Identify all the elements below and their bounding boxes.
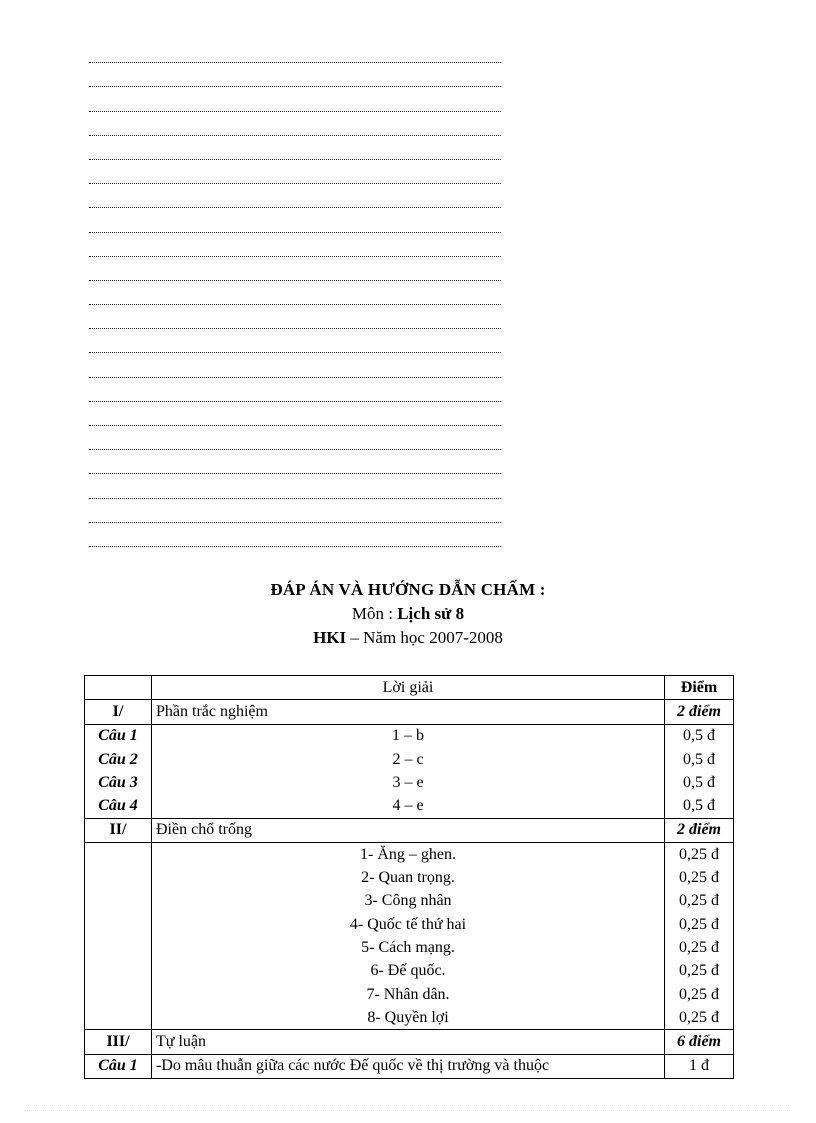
answer-cell: 3 – e xyxy=(152,771,665,794)
dotted-answer-line xyxy=(89,334,501,358)
points-cell: 1 đ xyxy=(665,1054,734,1078)
dotted-answer-line xyxy=(89,407,501,431)
dotted-answer-line xyxy=(89,117,501,141)
dotted-answer-line xyxy=(89,189,501,213)
points-cell: 0,25 đ xyxy=(665,936,734,959)
blank-cell xyxy=(85,890,152,913)
table-row xyxy=(85,913,734,936)
blank-cell xyxy=(85,1006,152,1030)
answer-lines xyxy=(89,44,501,552)
points-cell: 0,5 đ xyxy=(665,724,734,748)
points-cell: 0,25 đ xyxy=(665,843,734,867)
table-row xyxy=(85,890,734,913)
school-year: – Năm học 2007-2008 xyxy=(346,628,503,647)
answer-cell: -Do mâu thuẫn giữa các nước Đế quốc về thị trường và thuộc xyxy=(152,1054,665,1078)
question-number: Câu 1 xyxy=(85,724,152,748)
dotted-answer-line xyxy=(89,238,501,262)
dotted-answer-line xyxy=(89,92,501,116)
points-cell: 0,25 đ xyxy=(665,960,734,983)
points-cell: 0,25 đ xyxy=(665,1006,734,1030)
answer-cell: 5- Cách mạng. xyxy=(152,936,665,959)
blank-cell xyxy=(85,983,152,1006)
subject-value: Lịch sử 8 xyxy=(397,604,465,623)
dotted-answer-line xyxy=(89,431,501,455)
dotted-answer-line xyxy=(89,455,501,479)
term-label: HKI xyxy=(313,628,347,647)
section-points: 2 điểm xyxy=(665,818,734,842)
points-cell: 0,5 đ xyxy=(665,794,734,818)
section-row-1 xyxy=(85,700,734,724)
section-label: I/ xyxy=(85,700,152,724)
points-cell: 0,5 đ xyxy=(665,748,734,771)
dotted-answer-line xyxy=(89,310,501,334)
dotted-answer-line xyxy=(89,68,501,92)
table-row xyxy=(85,1054,734,1078)
section-title: Tự luận xyxy=(152,1030,665,1054)
answer-cell: 4 – e xyxy=(152,794,665,818)
dotted-answer-line xyxy=(89,528,501,552)
table-row xyxy=(85,771,734,794)
header-points: Điểm xyxy=(665,676,734,700)
subject-label: Môn : xyxy=(351,604,398,623)
section-title: Điền chổ trống xyxy=(152,818,665,842)
points-cell: 0,25 đ xyxy=(665,983,734,1006)
dotted-answer-line xyxy=(89,504,501,528)
dotted-answer-line xyxy=(89,213,501,237)
blank-cell xyxy=(85,936,152,959)
dotted-answer-line xyxy=(89,165,501,189)
table-row xyxy=(85,960,734,983)
blank-cell xyxy=(85,843,152,867)
answer-cell: 3- Công nhân xyxy=(152,890,665,913)
question-number: Câu 4 xyxy=(85,794,152,818)
answer-cell: 1- Ăng – ghen. xyxy=(152,843,665,867)
table-row xyxy=(85,724,734,748)
heading-title: ĐÁP ÁN VÀ HƯỚNG DẪN CHẤM : xyxy=(270,580,546,599)
header-blank-cell xyxy=(85,676,152,700)
points-cell: 0,25 đ xyxy=(665,866,734,889)
section-title: Phần trắc nghiệm xyxy=(152,700,665,724)
dotted-answer-line xyxy=(89,358,501,382)
answer-table xyxy=(84,675,734,1079)
blank-cell xyxy=(85,960,152,983)
heading-term xyxy=(0,626,816,650)
table-row xyxy=(85,748,734,771)
table-header-row xyxy=(85,676,734,700)
question-number: Câu 2 xyxy=(85,748,152,771)
question-number: Câu 1 xyxy=(85,1054,152,1078)
section-label: III/ xyxy=(85,1030,152,1054)
question-number: Câu 3 xyxy=(85,771,152,794)
section-points: 2 điểm xyxy=(665,700,734,724)
dotted-answer-line xyxy=(89,262,501,286)
answer-cell: 2- Quan trọng. xyxy=(152,866,665,889)
dotted-answer-line xyxy=(89,383,501,407)
dotted-answer-line xyxy=(89,286,501,310)
table-row xyxy=(85,936,734,959)
answer-cell: 6- Đế quốc. xyxy=(152,960,665,983)
answer-cell: 2 – c xyxy=(152,748,665,771)
section-label: II/ xyxy=(85,818,152,842)
dotted-answer-line xyxy=(89,141,501,165)
points-cell: 0,5 đ xyxy=(665,771,734,794)
table-row xyxy=(85,794,734,818)
blank-cell xyxy=(85,913,152,936)
heading-subject xyxy=(0,602,816,626)
answer-cell: 7- Nhân dân. xyxy=(152,983,665,1006)
table-row xyxy=(85,866,734,889)
table-row xyxy=(85,843,734,867)
answer-cell: 8- Quyền lợi xyxy=(152,1006,665,1030)
points-cell: 0,25 đ xyxy=(665,913,734,936)
page-footer-rule xyxy=(24,1110,792,1111)
points-cell: 0,25 đ xyxy=(665,890,734,913)
section-row-2 xyxy=(85,818,734,842)
answer-cell: 4- Quốc tế thứ hai xyxy=(152,913,665,936)
dotted-answer-line xyxy=(89,44,501,68)
answer-cell: 1 – b xyxy=(152,724,665,748)
answer-key-heading xyxy=(0,578,816,650)
section-row-3 xyxy=(85,1030,734,1054)
header-solution: Lời giải xyxy=(152,676,665,700)
table-row xyxy=(85,983,734,1006)
dotted-answer-line xyxy=(89,479,501,503)
section-points: 6 điểm xyxy=(665,1030,734,1054)
blank-cell xyxy=(85,866,152,889)
table-row xyxy=(85,1006,734,1030)
